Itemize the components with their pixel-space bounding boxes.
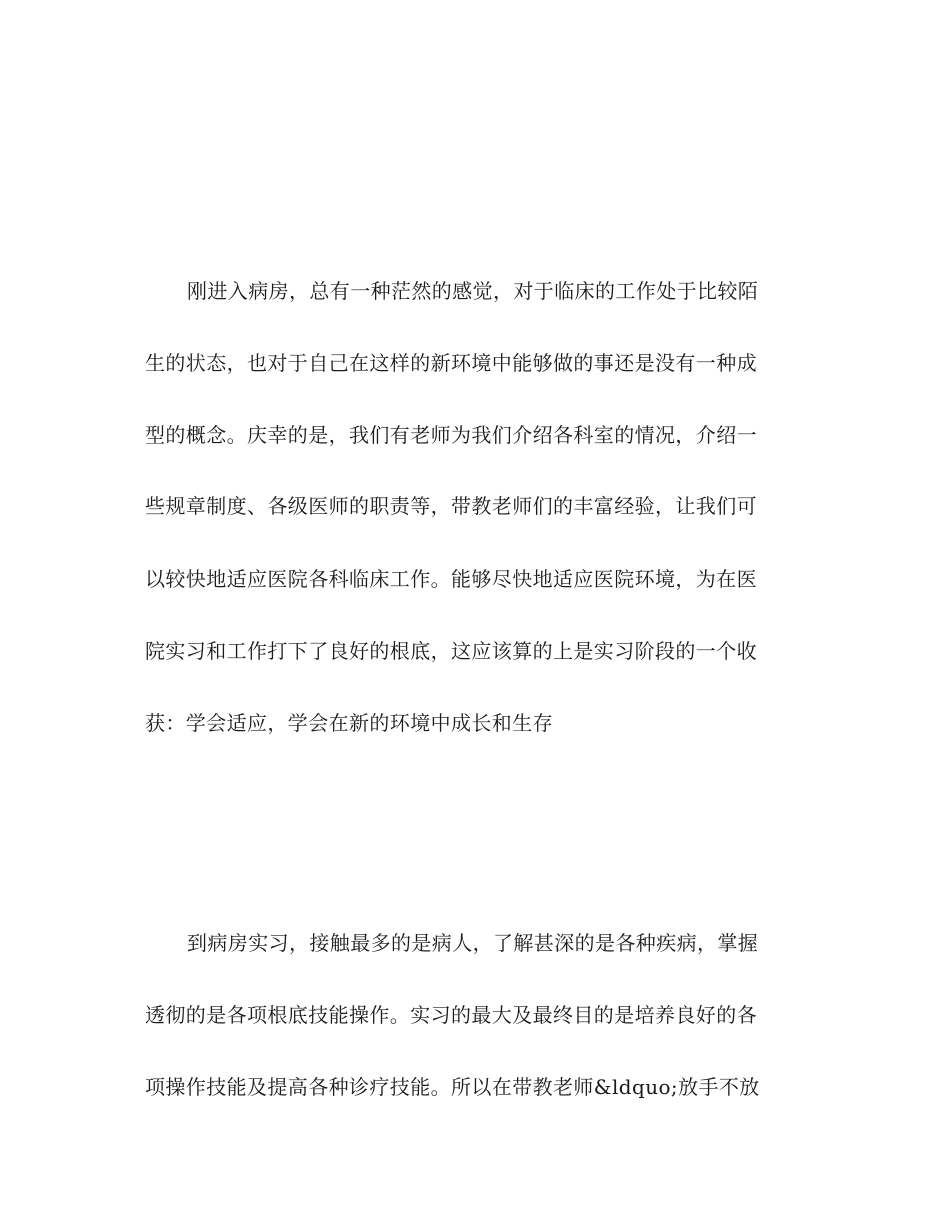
paragraph-1-line-6: 院实习和工作打下了良好的根底，这应该算的上是实习阶段的一个收	[145, 639, 757, 663]
paragraph-1-line-3: 型的概念。庆幸的是，我们有老师为我们介绍各科室的情况，介绍一	[145, 423, 757, 447]
paragraph-2-line-1: 到病房实习，接触最多的是病人，了解甚深的是各种疾病，掌握	[187, 931, 759, 955]
paragraph-1-line-7: 获：学会适应，学会在新的环境中成长和生存	[145, 711, 553, 735]
paragraph-2-line-2: 透彻的是各项根底技能操作。实习的最大及最终目的是培养良好的各	[145, 1003, 757, 1027]
paragraph-1-line-4: 些规章制度、各级医师的职责等，带教老师们的丰富经验，让我们可	[145, 494, 757, 518]
paragraph-1-line-1: 刚进入病房，总有一种茫然的感觉，对于临床的工作处于比较陌	[187, 279, 759, 303]
paragraph-2-line-3: 项操作技能及提高各种诊疗技能。所以在带教老师&ldquo;放手不放	[145, 1075, 760, 1099]
paragraph-1-line-2: 生的状态，也对于自己在这样的新环境中能够做的事还是没有一种成	[145, 351, 757, 375]
paragraph-1-line-5: 以较快地适应医院各科临床工作。能够尽快地适应医院环境，为在医	[145, 567, 757, 591]
